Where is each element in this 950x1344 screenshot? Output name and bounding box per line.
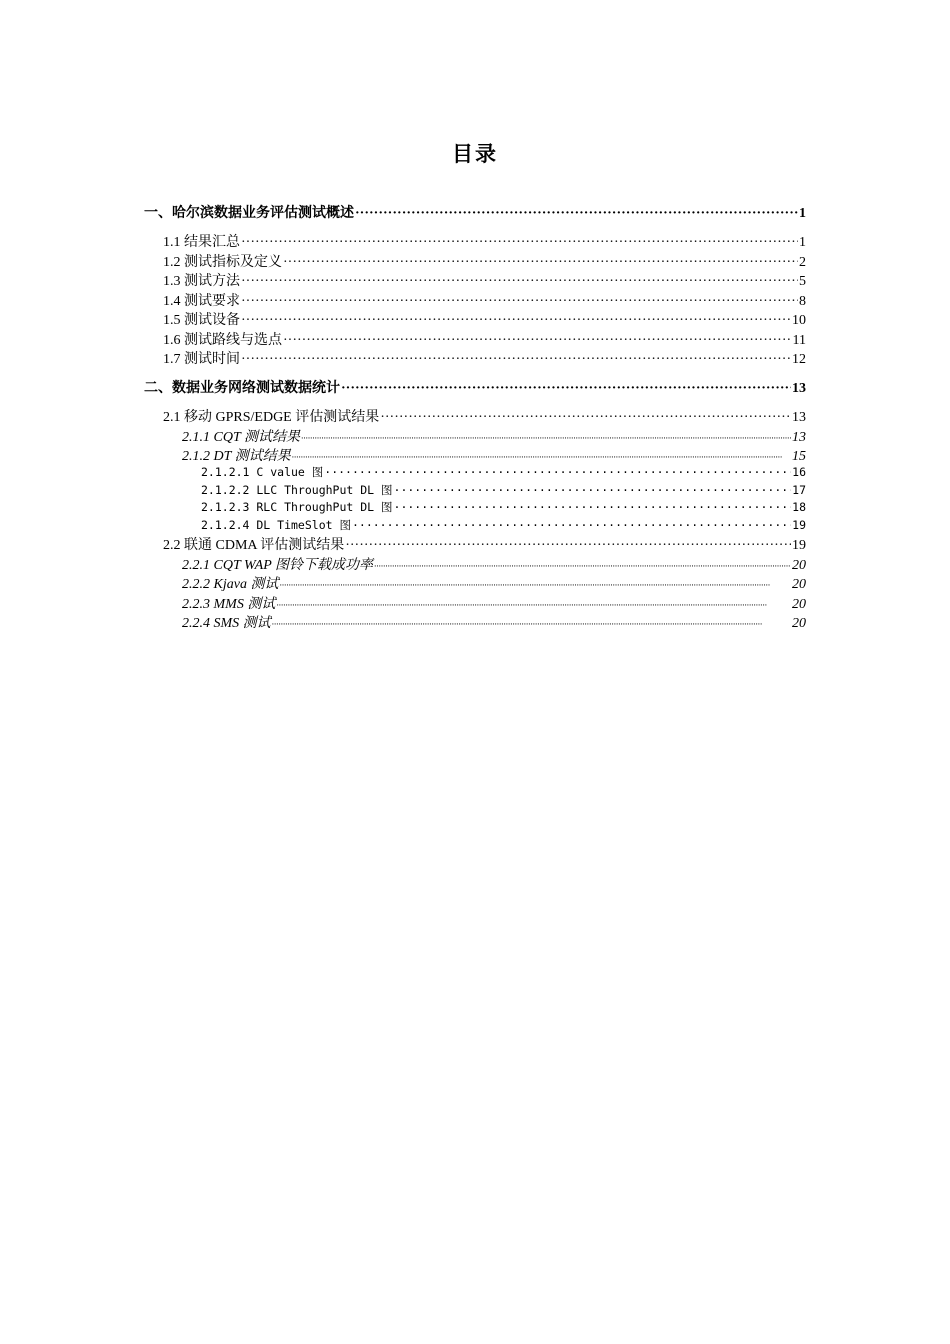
toc-entry-text: 1.4 测试要求 [163, 294, 240, 309]
toc-entry-page: 19 [792, 518, 806, 532]
toc-entry-2-2-3[interactable] [182, 593, 806, 613]
toc-entry-2-1-2-4[interactable] [201, 517, 806, 533]
toc-entry-text: 2.1 移动 GPRS/EDGE 评估测试结果 [163, 410, 380, 425]
toc-entry-page: 16 [792, 465, 806, 479]
toc-entry-1-5[interactable] [163, 309, 806, 329]
dot-leader [272, 616, 791, 632]
dot-leader [301, 430, 791, 446]
toc-entry-page: 13 [792, 430, 806, 445]
toc-entry-page: 13 [792, 410, 806, 425]
dot-leader [341, 381, 791, 397]
toc-entry-2-1[interactable] [163, 406, 806, 426]
toc-entry-text: 2.1.2 DT 测试结果 [182, 449, 291, 464]
toc-entry-page: 10 [792, 313, 806, 328]
toc-entry-page: 1 [799, 235, 806, 250]
toc-entry-2-2-1[interactable] [182, 554, 806, 574]
toc-entry-text: 2.1.2.1 C value 图 [201, 465, 324, 479]
toc-entry-page: 12 [792, 352, 806, 367]
toc-entry-1-6[interactable] [163, 329, 806, 349]
toc-entry-page: 20 [792, 597, 806, 612]
toc-entry-page: 13 [792, 381, 806, 396]
toc-entry-text: 1.2 测试指标及定义 [163, 255, 282, 270]
toc-entry-2-2-2[interactable] [182, 573, 806, 593]
toc-entry-text: 1.1 结果汇总 [163, 235, 240, 250]
dot-leader [241, 274, 798, 290]
toc-entry-2-1-2[interactable] [182, 445, 806, 465]
dot-leader [276, 597, 791, 613]
toc-entry-text: 1.6 测试路线与选点 [163, 333, 282, 348]
dot-leader [324, 465, 791, 479]
dot-leader [345, 538, 791, 554]
toc-entry-1-1[interactable] [163, 231, 806, 251]
dot-leader [355, 206, 798, 222]
dot-leader [283, 255, 798, 271]
dot-leader [241, 313, 791, 329]
toc-entry-text: 1.7 测试时间 [163, 352, 240, 367]
page-title: 目录 [452, 142, 498, 166]
toc-entry-2-2-4[interactable] [182, 612, 806, 632]
toc-entry-text: 2.2.1 CQT WAP 图铃下载成功率 [182, 558, 374, 573]
toc-entry-text: 2.2.2 Kjava 测试 [182, 577, 279, 592]
toc-entry-text: 2.2.3 MMS 测试 [182, 597, 276, 612]
toc-entry-text: 2.2.4 SMS 测试 [182, 616, 271, 631]
toc-entry-1-3[interactable] [163, 270, 806, 290]
toc-entry-page: 20 [792, 577, 806, 592]
toc-entry-page: 8 [799, 294, 806, 309]
toc-entry-1-7[interactable] [163, 348, 806, 368]
toc-entry-2-2[interactable] [163, 534, 806, 554]
toc-entry-2-1-1[interactable] [182, 426, 806, 446]
toc-entry-text: 2.1.1 CQT 测试结果 [182, 430, 300, 445]
toc-entry-page: 19 [792, 538, 806, 553]
toc-entry-2[interactable] [144, 377, 806, 397]
toc-entry-text: 1.5 测试设备 [163, 313, 240, 328]
dot-leader [374, 558, 791, 574]
toc-entry-2-1-2-1[interactable] [201, 464, 806, 480]
toc-entry-page: 20 [792, 616, 806, 631]
toc-entry-2-1-2-3[interactable] [201, 499, 806, 515]
toc-entry-2-1-2-2[interactable] [201, 482, 806, 498]
toc-entry-1-4[interactable] [163, 290, 806, 310]
dot-leader [394, 483, 792, 497]
dot-leader [283, 333, 792, 349]
toc-entry-text: 一、哈尔滨数据业务评估测试概述 [144, 206, 354, 221]
dot-leader [352, 518, 791, 532]
dot-leader [241, 294, 798, 310]
dot-leader [241, 235, 798, 251]
toc-entry-text: 2.1.2.3 RLC ThroughPut DL 图 [201, 500, 393, 514]
dot-leader [279, 577, 791, 593]
toc-entry-page: 17 [792, 483, 806, 497]
toc-entry-page: 15 [792, 449, 806, 464]
toc-entry-page: 2 [799, 255, 806, 270]
toc-entry-text: 2.1.2.2 LLC ThroughPut DL 图 [201, 483, 393, 497]
toc-entry-text: 1.3 测试方法 [163, 274, 240, 289]
toc-entry-page: 5 [799, 274, 806, 289]
dot-leader [292, 449, 791, 465]
toc-entry-1-2[interactable] [163, 251, 806, 271]
dot-leader [394, 500, 792, 514]
toc-entry-page: 20 [792, 558, 806, 573]
toc-entry-text: 2.1.2.4 DL TimeSlot 图 [201, 518, 351, 532]
toc-entry-page: 18 [792, 500, 806, 514]
dot-leader [380, 410, 791, 426]
toc-entry-page: 1 [799, 206, 806, 221]
dot-leader [241, 352, 791, 368]
toc-entry-text: 2.2 联通 CDMA 评估测试结果 [163, 538, 345, 553]
toc-entry-page: 11 [792, 333, 806, 348]
toc-entry-1[interactable] [144, 202, 806, 222]
toc-entry-text: 二、数据业务网络测试数据统计 [144, 381, 340, 396]
